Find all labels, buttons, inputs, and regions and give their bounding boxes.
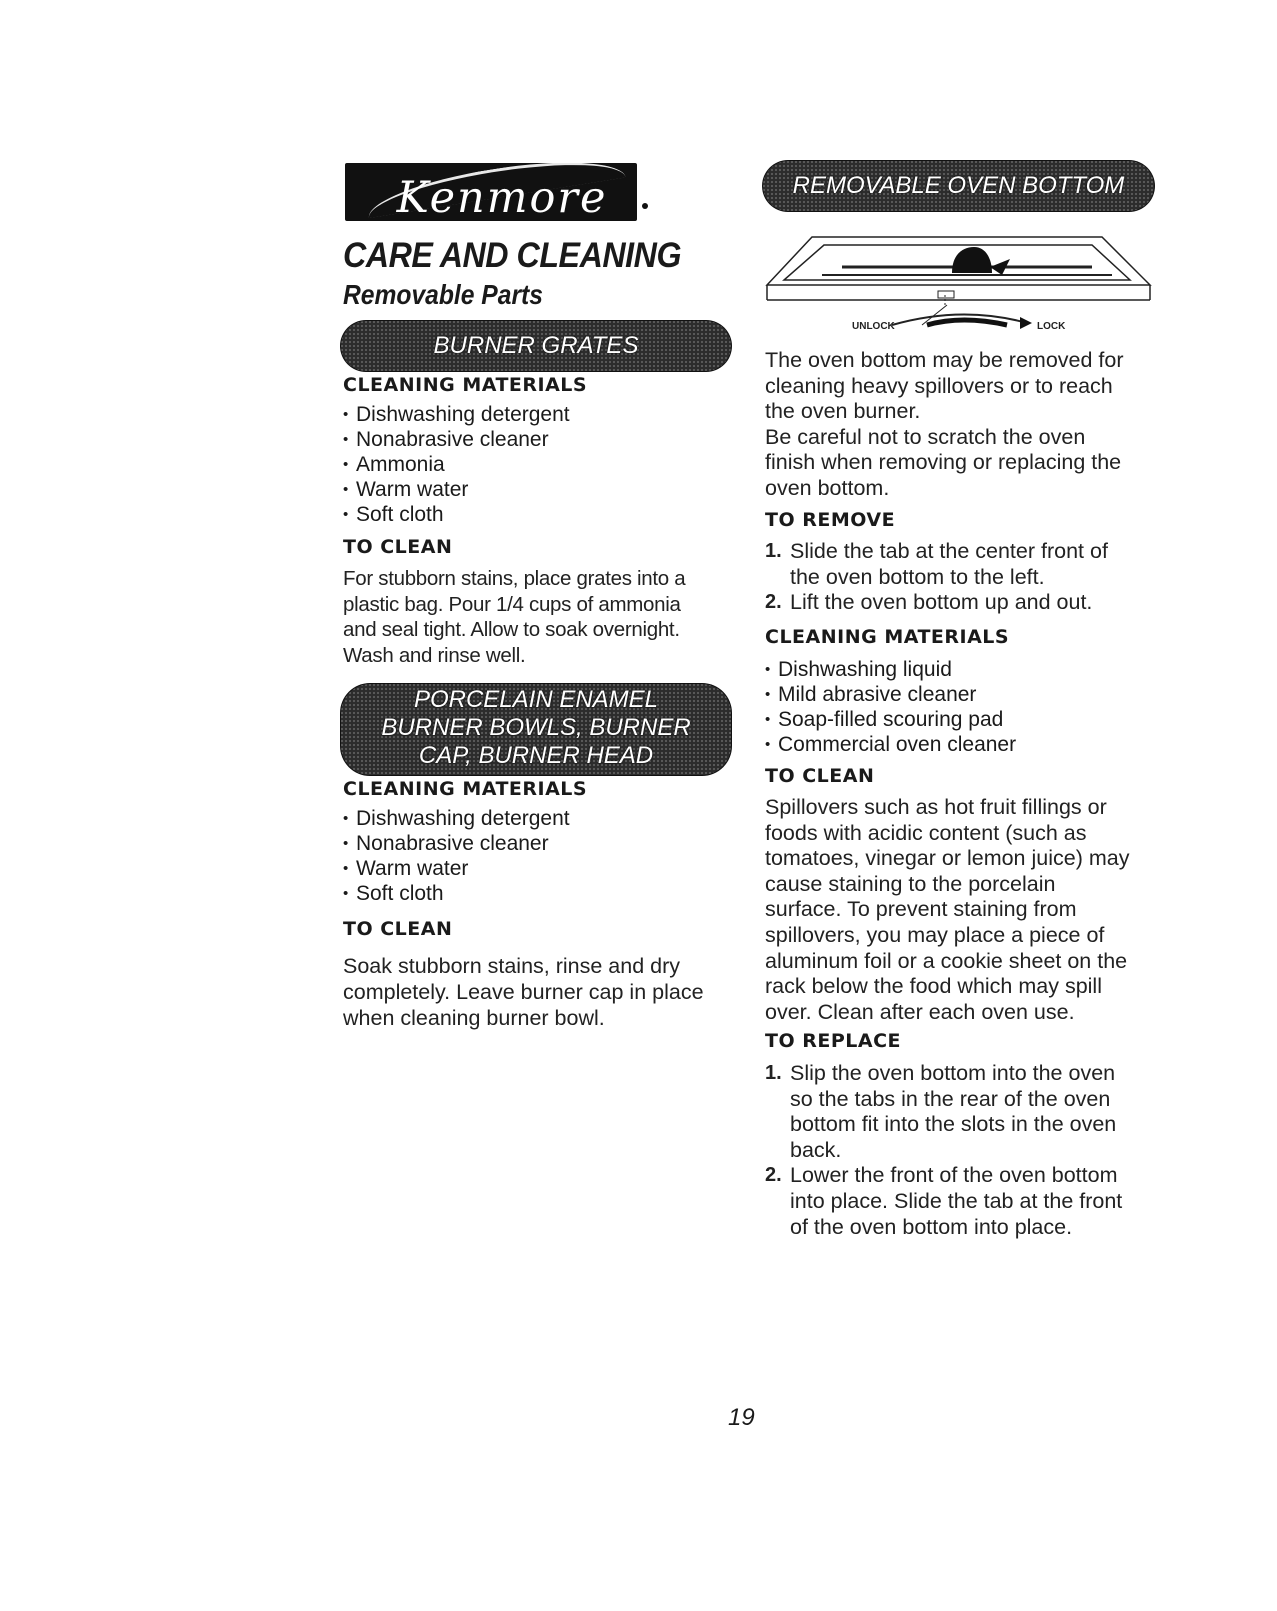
grates-materials-heading: CLEANING MATERIALS	[343, 374, 588, 396]
list-item: • Commercial oven cleaner	[765, 732, 1016, 757]
text-line: over. Clean after each oven use.	[765, 999, 1075, 1024]
text-line: Lower the front of the oven bottom	[790, 1163, 1118, 1188]
porcelain-materials-list	[343, 806, 570, 906]
tab-handle	[952, 247, 992, 273]
logo-dot	[642, 203, 648, 209]
text-line: Wash and rinse well.	[343, 643, 526, 667]
logo-wordmark: Kenmore	[396, 173, 608, 221]
banner-line: BURNER BOWLS, BURNER	[381, 714, 691, 741]
remove-steps	[765, 539, 1108, 616]
grates-materials-list	[343, 402, 570, 527]
banner-line: PORCELAIN ENAMEL	[413, 686, 659, 713]
list-item: • Soft cloth	[343, 881, 570, 906]
banner-burner-grates	[340, 320, 732, 372]
list-item: • Nonabrasive cleaner	[343, 831, 570, 856]
step-number: 1.	[765, 1062, 782, 1084]
oven-materials-heading: CLEANING MATERIALS	[765, 626, 1010, 648]
list-item: • Warm water	[343, 477, 570, 502]
page-title: CARE AND CLEANING	[343, 236, 682, 275]
step-number: 1.	[765, 540, 782, 562]
text-line: For stubborn stains, place grates into a	[343, 567, 686, 590]
remove-heading: TO REMOVE	[765, 509, 896, 531]
text-line: the oven bottom to the left.	[790, 564, 1045, 589]
text-line: oven bottom.	[765, 475, 890, 500]
oven-clean-heading: TO CLEAN	[765, 765, 875, 787]
list-item: • Nonabrasive cleaner	[343, 427, 570, 452]
text-line: spillovers, you may place a piece of	[765, 922, 1105, 947]
lock-label: LOCK	[1037, 321, 1066, 332]
step-number: 2.	[765, 1164, 782, 1187]
list-item: • Soft cloth	[343, 502, 570, 527]
page-subtitle: Removable Parts	[343, 279, 543, 310]
text-line: Slip the oven bottom into the oven	[790, 1061, 1116, 1085]
unlock-label: UNLOCK	[852, 321, 895, 332]
text-line: The oven bottom may be removed for	[765, 348, 1124, 372]
text-line: into place. Slide the tab at the front	[790, 1188, 1123, 1213]
text-line: foods with acidic content (such as	[765, 820, 1087, 845]
banner-removable-oven-bottom	[762, 160, 1155, 212]
text-line: surface. To prevent staining from	[765, 897, 1077, 922]
list-item: • Dishwashing detergent	[343, 402, 570, 427]
oven-clean-text	[765, 795, 1129, 1025]
porcelain-clean-heading: TO CLEAN	[343, 918, 453, 940]
text-line: and seal tight. Allow to soak overnight.	[343, 618, 680, 642]
list-item: • Dishwashing liquid	[765, 657, 1016, 682]
text-line: cause staining to the porcelain	[765, 871, 1056, 896]
list-item: • Warm water	[343, 856, 570, 881]
banner-burner-grates-text: BURNER GRATES	[433, 332, 639, 359]
banner-porcelain-enamel	[340, 683, 732, 776]
step-item	[765, 1061, 1122, 1163]
text-line: Lift the oven bottom up and out.	[790, 590, 1093, 615]
text-line: Soak stubborn stains, rinse and dry	[343, 954, 681, 978]
text-line: finish when removing or replacing the	[765, 450, 1122, 475]
banner-removable-oven-bottom-text: REMOVABLE OVEN BOTTOM	[792, 172, 1125, 199]
text-line: so the tabs in the rear of the oven	[790, 1086, 1111, 1111]
list-item: • Ammonia	[343, 452, 570, 477]
text-line: aluminum foil or a cookie sheet on the	[765, 948, 1128, 973]
text-line: rack below the food which may spill	[765, 974, 1102, 999]
text-line: plastic bag. Pour 1/4 cups of ammonia	[343, 592, 681, 616]
text-line: back.	[790, 1137, 842, 1162]
list-item: • Mild abrasive cleaner	[765, 682, 1016, 707]
step-item	[765, 1163, 1122, 1240]
text-line: completely. Leave burner cap in place	[343, 980, 704, 1004]
oven-materials-list	[765, 657, 1016, 757]
text-line: of the oven bottom into place.	[790, 1214, 1073, 1239]
replace-steps	[765, 1061, 1122, 1240]
intro-text	[765, 348, 1124, 502]
text-line: bottom fit into the slots in the oven	[790, 1112, 1117, 1137]
replace-heading: TO REPLACE	[765, 1030, 901, 1052]
list-item: • Dishwashing detergent	[343, 806, 570, 831]
text-line: cleaning heavy spillovers or to reach	[765, 373, 1113, 398]
step-number: 2.	[765, 591, 782, 614]
porcelain-materials-heading: CLEANING MATERIALS	[343, 778, 588, 800]
step-item	[765, 539, 1108, 590]
text-line: Slide the tab at the center front of	[790, 539, 1108, 563]
step-item	[765, 590, 1108, 616]
text-line: Spillovers such as hot fruit fillings or	[765, 795, 1107, 819]
page-number: 19	[728, 1404, 755, 1431]
porcelain-clean-text	[343, 953, 704, 1031]
grates-clean-text	[343, 566, 685, 668]
text-line: the oven burner.	[765, 399, 921, 424]
text-line: Be careful not to scratch the oven	[765, 424, 1086, 449]
list-item: • Soap-filled scouring pad	[765, 707, 1016, 732]
text-line: tomatoes, vinegar or lemon juice) may	[765, 846, 1130, 871]
oven-bottom-diagram	[762, 225, 1162, 340]
text-line: when cleaning burner bowl.	[343, 1006, 605, 1030]
banner-line: CAP, BURNER HEAD	[418, 742, 654, 769]
kenmore-logo	[345, 163, 637, 221]
grates-clean-heading: TO CLEAN	[343, 536, 453, 558]
